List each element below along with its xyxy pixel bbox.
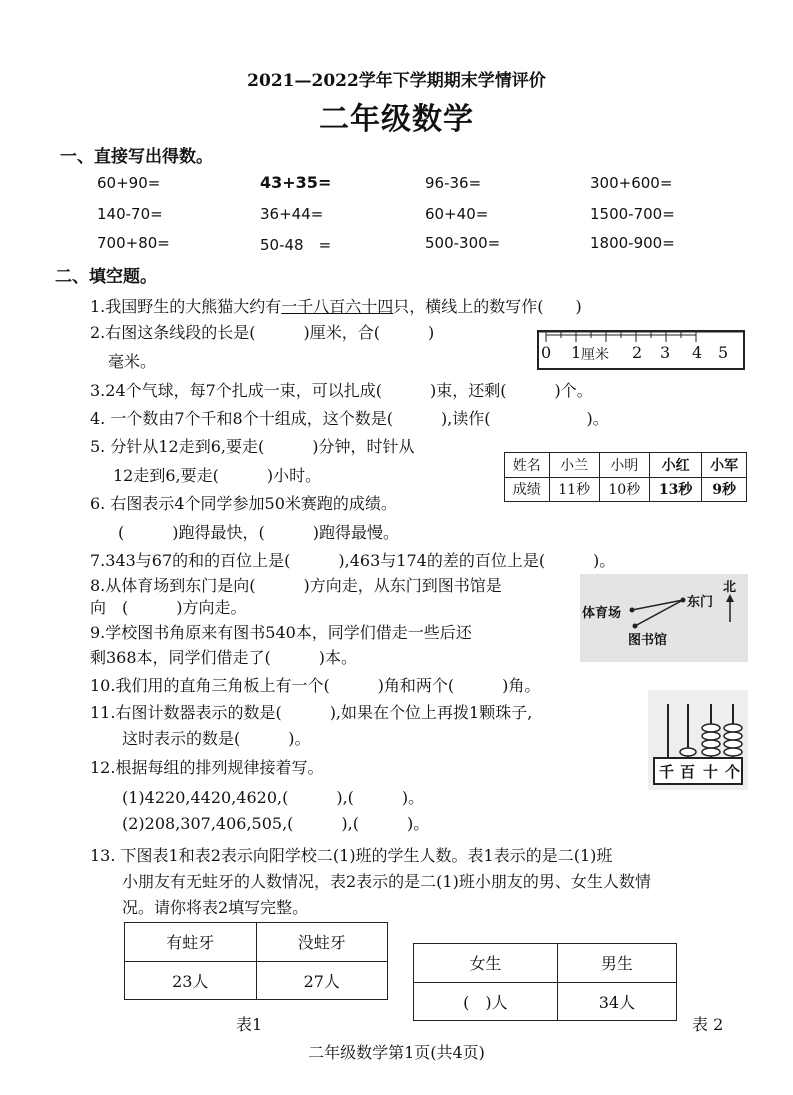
- question-13: 13. 下图表1和表2表示向阳学校二(1)班的学生人数。表1表示的是二(1)班: [90, 846, 613, 865]
- abacus-ones-label: 个: [725, 763, 741, 781]
- subject-title: 二年级数学: [319, 102, 474, 137]
- direction-map-figure: [580, 574, 748, 662]
- question-5: 5. 分针从12走到6,要走( )分钟，时针从: [90, 437, 415, 456]
- table-cell: 23人: [125, 961, 257, 1000]
- table1-caption: 表1: [236, 1015, 263, 1034]
- table-cell: 没蛀牙: [256, 923, 388, 962]
- question-8-cont: 向 ( )方向走。: [90, 598, 247, 617]
- ruler-tick-label: 4: [692, 343, 703, 362]
- ruler-tick-label: 5: [718, 343, 729, 362]
- question-6: 6. 右图表示4个同学参加50米赛跑的成绩。: [90, 494, 397, 513]
- table-cell: 9秒: [702, 477, 747, 502]
- abacus-tens-label: 十: [703, 763, 719, 781]
- table-cell: 有蛀牙: [125, 923, 257, 962]
- question-6-cont: ( )跑得最快，( )跑得最慢。: [118, 523, 399, 542]
- question-2-cont: 毫米。: [108, 352, 157, 371]
- map-gym-label: 体育场: [582, 606, 622, 621]
- question-12-part1: (1)4220,4420,4620,( ),( )。: [122, 788, 425, 807]
- question-11-cont: 这时表示的数是( )。: [122, 729, 311, 748]
- race-results-table: [504, 452, 747, 502]
- table-cell: 小明: [599, 453, 649, 478]
- table2-gender: [413, 943, 677, 1021]
- table-cell: 34人: [557, 982, 676, 1021]
- question-12-part2: (2)208,307,406,505,( ),( )。: [122, 814, 430, 833]
- question-1: [90, 294, 582, 317]
- section1-heading: 一、直接写出得数。: [60, 147, 213, 167]
- calc-item: 43+35=: [260, 173, 332, 192]
- question-2: 2.右图这条线段的长是( )厘米，合( ): [90, 323, 435, 342]
- question-13-cont2: 况。请你将表2填写完整。: [122, 898, 309, 917]
- map-library-label: 图书馆: [628, 633, 668, 648]
- question-3: 3.24个气球，每7个扎成一束，可以扎成( )束，还剩( )个。: [90, 381, 593, 400]
- calc-item: 50-48 =: [260, 236, 332, 254]
- abacus-thousands-label: 千: [659, 763, 675, 781]
- question-7: 7.343与67的和的百位上是( ),463与174的差的百位上是( )。: [90, 551, 616, 570]
- table-cell: 女生: [414, 944, 558, 983]
- table-cell: 10秒: [599, 477, 649, 502]
- calc-item: 500-300=: [425, 234, 501, 252]
- calc-item: 60+90=: [97, 174, 161, 192]
- ruler-tick-label: 1: [571, 343, 582, 362]
- calc-item: 1500-700=: [590, 205, 675, 223]
- ruler-tick-label: 0: [541, 343, 552, 362]
- abacus-figure: [648, 690, 748, 790]
- map-east-gate-label: 东门: [687, 595, 714, 610]
- calc-item: 300+600=: [590, 174, 673, 192]
- calc-item: 36+44=: [260, 205, 324, 223]
- exam-title: 2021—2022学年下学期期末学情评价: [247, 71, 546, 91]
- q1-underlined-text: 一千八百六十四: [281, 297, 394, 316]
- table-cell: 男生: [557, 944, 676, 983]
- question-9-cont: 剩368本，同学们借走了( )本。: [90, 648, 358, 667]
- table1-cavities: [124, 922, 388, 1000]
- question-13-cont1: 小朋友有无蛀牙的人数情况，表2表示的是二(1)班小朋友的男、女生人数情: [122, 872, 651, 891]
- ruler-figure: [537, 330, 745, 370]
- q1-text-end: 只，横线上的数写作( ): [393, 297, 582, 316]
- question-10: 10.我们用的直角三角板上有一个( )角和两个( )角。: [90, 676, 541, 695]
- table2-caption: 表 2: [692, 1015, 724, 1034]
- q1-text: 1.我国野生的大熊猫大约有: [90, 297, 282, 316]
- table-cell[interactable]: ( )人: [414, 982, 558, 1021]
- map-north-label: 北: [723, 580, 737, 595]
- ruler-unit-label: 厘米: [581, 347, 609, 363]
- page-footer: 二年级数学第1页(共4页): [308, 1043, 485, 1062]
- question-9: 9.学校图书角原来有图书540本，同学们借走一些后还: [90, 623, 472, 642]
- table-cell: 姓名: [505, 453, 550, 478]
- calc-item: 60+40=: [425, 205, 489, 223]
- abacus-hundreds-label: 百: [680, 763, 696, 781]
- question-8: 8.从体育场到东门是向( )方向走，从东门到图书馆是: [90, 576, 502, 595]
- question-11: 11.右图计数器表示的数是( ),如果在个位上再拨1颗珠子,: [90, 703, 533, 722]
- table-cell: 13秒: [649, 477, 702, 502]
- calc-item: 700+80=: [97, 234, 170, 252]
- table-cell: 小红: [649, 453, 702, 478]
- calc-item: 140-70=: [97, 205, 163, 223]
- table-cell: 小军: [702, 453, 747, 478]
- calc-item: 96-36=: [425, 174, 482, 192]
- ruler-tick-label: 3: [660, 343, 671, 362]
- question-5-cont: 12走到6,要走( )小时。: [113, 466, 322, 485]
- question-12: 12.根据每组的排列规律接着写。: [90, 758, 324, 777]
- table-cell: 27人: [256, 961, 388, 1000]
- question-4: 4. 一个数由7个千和8个十组成，这个数是( ),读作( )。: [90, 409, 609, 428]
- calc-item: 1800-900=: [590, 234, 675, 252]
- table-cell: 小兰: [549, 453, 599, 478]
- table-cell: 成绩: [505, 477, 550, 502]
- table-cell: 11秒: [549, 477, 599, 502]
- ruler-tick-label: 2: [632, 343, 643, 362]
- section2-heading: 二、填空题。: [55, 267, 157, 287]
